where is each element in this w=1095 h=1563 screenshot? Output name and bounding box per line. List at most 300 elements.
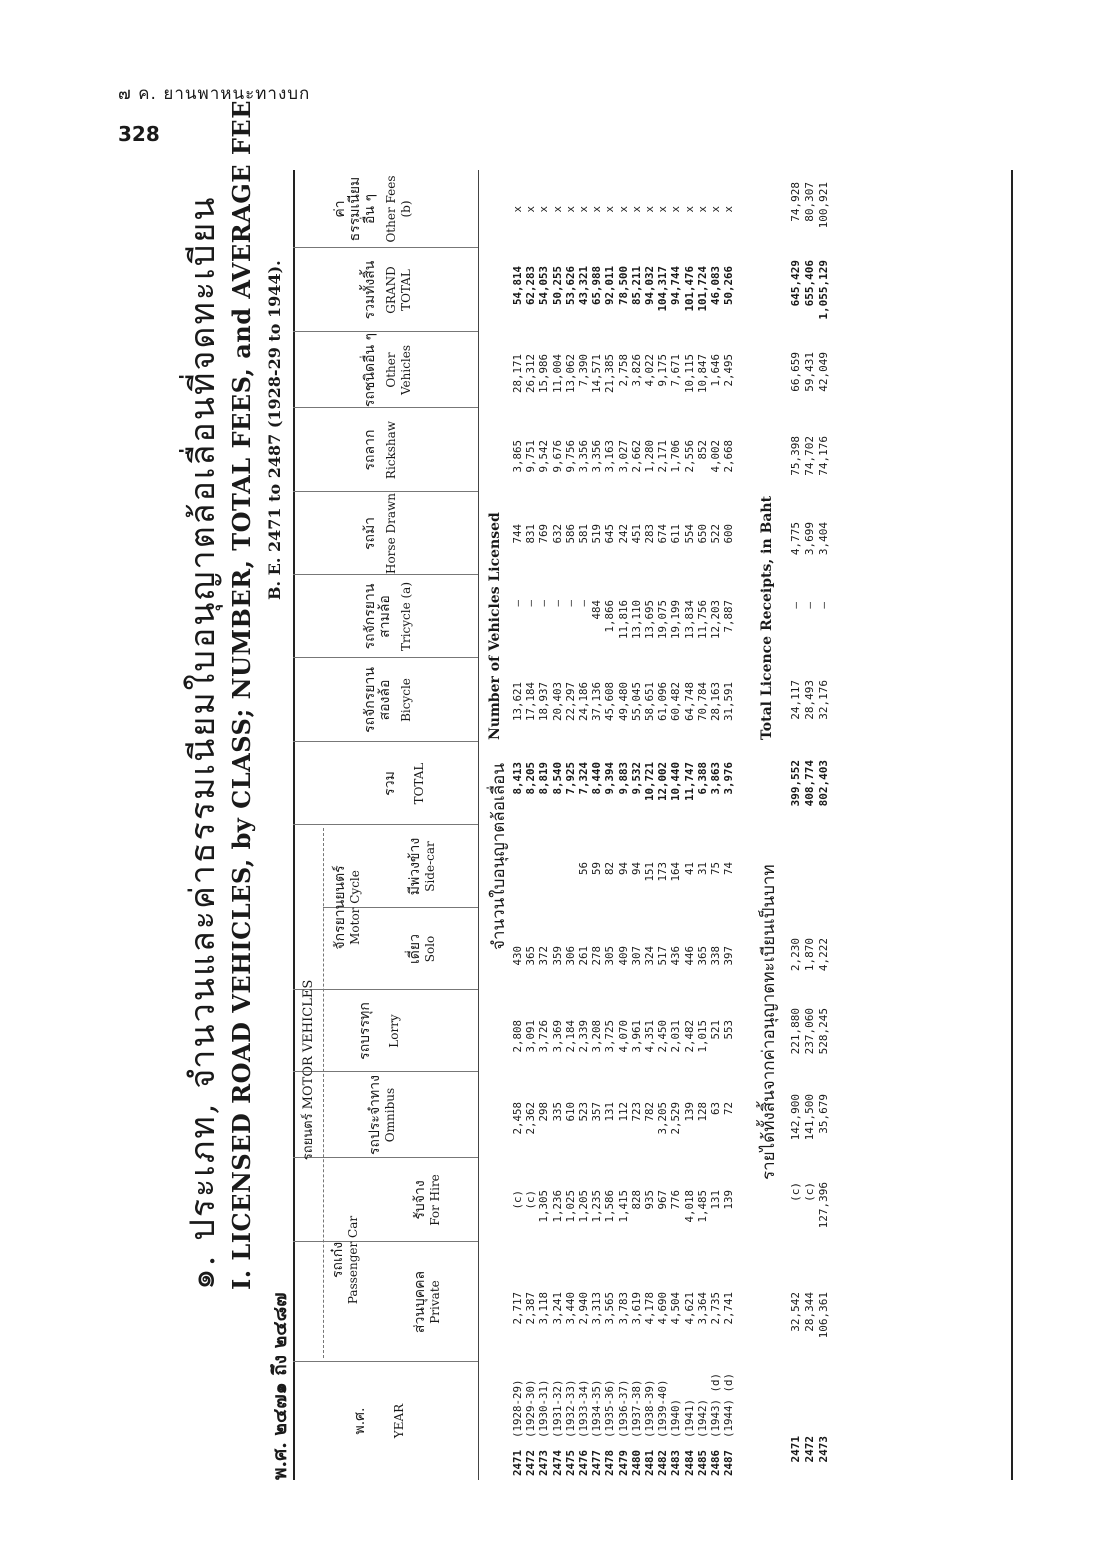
cell-other-fees: x (669, 206, 683, 213)
cell-ce: (1938-39) (643, 1379, 657, 1438)
cell-total: 12,002 (656, 762, 670, 802)
cell-bicycle: 32,176 (817, 680, 830, 720)
cell-sidecar: 94 (616, 862, 630, 876)
cell-total: 399,552 (789, 760, 802, 807)
cell-be: 2477 (590, 1449, 604, 1476)
cell-private: 3,364 (695, 1292, 709, 1325)
number-col-bicycle (511, 682, 735, 732)
cell-tricycle: — (563, 600, 577, 607)
cell-rickshaw: 3,027 (616, 440, 630, 473)
receipts-col-private (789, 1292, 831, 1360)
cell-grand-total: 645,429 (789, 260, 802, 307)
cell-other-vehicles: 9,175 (656, 354, 670, 387)
cell-lorry: 3,725 (603, 1020, 617, 1053)
cell-grand-total: 94,744 (669, 266, 683, 306)
cell-grand-total: 104,317 (656, 266, 670, 312)
cell-private: 4,178 (643, 1292, 657, 1325)
cell-horse: 831 (524, 524, 538, 544)
sidecar-header: มีพ่วงข้าง Side-car (407, 837, 437, 896)
cell-solo: 306 (563, 946, 577, 966)
cell-total: 3,976 (722, 762, 736, 795)
cell-omnibus: 610 (563, 1102, 577, 1122)
cell-rickshaw: 74,176 (817, 436, 830, 476)
cell-solo: 517 (656, 946, 670, 966)
cell-total: 8,819 (537, 762, 551, 795)
cell-bicycle: 61,096 (656, 682, 670, 722)
cell-lorry: 2,031 (669, 1020, 683, 1053)
cell-bicycle: 45,608 (603, 682, 617, 722)
cell-tricycle: 1,866 (603, 600, 617, 633)
receipts-col-other-vehicles (789, 352, 831, 406)
cell-solo: 372 (537, 946, 551, 966)
cell-grand-total: 50,266 (722, 266, 736, 306)
cell-rickshaw: 2,556 (682, 440, 696, 473)
number-section-english: Number of Vehicles Licensed (487, 512, 503, 740)
cell-lorry: 2,184 (563, 1020, 577, 1053)
cell-for-hire: 1,235 (590, 1190, 604, 1223)
cell-other-vehicles: 3,826 (629, 354, 643, 387)
cell-total: 7,925 (563, 762, 577, 795)
cell-horse: 581 (577, 524, 591, 544)
cell-omnibus: 131 (603, 1102, 617, 1122)
cell-ce: (1928-29) (511, 1379, 524, 1438)
cell-total: 8,413 (511, 762, 524, 795)
cell-private: 3,241 (550, 1292, 564, 1325)
cell-other-vehicles: 7,671 (669, 354, 683, 387)
number-col-for-hire (511, 1190, 735, 1240)
cell-lorry: 553 (722, 1020, 736, 1040)
cell-bicycle: 20,403 (550, 682, 564, 722)
cell-be: 2481 (643, 1449, 657, 1476)
receipts-col-tricycle (789, 602, 831, 642)
cell-be: 2485 (695, 1449, 709, 1476)
cell-for-hire: 127,396 (817, 1182, 830, 1229)
year-header: พ.ศ. YEAR (352, 1403, 406, 1439)
cell-bicycle: 17,184 (524, 682, 538, 722)
cell-other-vehicles: 13,062 (563, 354, 577, 394)
cell-lorry: 221,880 (789, 1008, 802, 1055)
cell-solo: 397 (722, 946, 736, 966)
cell-grand-total: 62,283 (524, 266, 538, 306)
cell-bicycle: 28,163 (709, 682, 723, 722)
cell-tricycle: 484 (590, 600, 604, 620)
cell-private: 3,313 (590, 1292, 604, 1325)
cell-ce: (1930-31) (537, 1379, 551, 1438)
receipts-col-be (789, 1436, 831, 1476)
cell-other-vehicles: 42,049 (817, 352, 830, 392)
cell-total: 3,863 (709, 762, 723, 795)
cell-other-fees: 74,928 (789, 182, 802, 222)
cell-ce: (1933-34) (577, 1379, 591, 1438)
cell-solo: 278 (590, 946, 604, 966)
cell-lorry: 521 (709, 1020, 723, 1040)
cell-for-hire: 1,415 (616, 1190, 630, 1223)
cell-solo: 324 (643, 946, 657, 966)
cell-other-fees: x (616, 206, 630, 213)
cell-omnibus: 35,679 (817, 1094, 830, 1134)
cell-omnibus: 335 (550, 1102, 564, 1122)
cell-tricycle: — (524, 600, 538, 607)
cell-tricycle: 13,110 (629, 600, 643, 640)
cell-omnibus: 141,500 (803, 1094, 816, 1141)
cell-horse: 769 (537, 524, 551, 544)
cell-private: 2,387 (524, 1292, 538, 1325)
cell-total: 10,440 (669, 762, 683, 802)
cell-ce: (1935-36) (603, 1379, 617, 1438)
cell-ce: (1937-38) (629, 1379, 643, 1438)
receipts-col-for-hire (789, 1182, 831, 1244)
number-col-tricycle (511, 600, 735, 650)
cell-be: 2476 (577, 1449, 591, 1476)
cell-horse: 645 (603, 524, 617, 544)
cell-rickshaw: 3,356 (590, 440, 604, 473)
cell-other-vehicles: 14,571 (590, 354, 604, 394)
cell-tricycle: 11,756 (695, 600, 709, 640)
page-number: 328 (118, 122, 160, 146)
cell-be: 2473 (537, 1449, 551, 1476)
table-title-english: I. LICENSED ROAD VEHICLES, by CLASS; NUMBER, TOTAL FEES, and AVERAGE FEE (227, 99, 256, 1290)
solo-header: เดี่ยว Solo (407, 934, 437, 964)
cell-other-vehicles: 10,847 (695, 354, 709, 394)
number-col-horse (511, 524, 735, 560)
cell-private: 28,344 (803, 1292, 816, 1332)
cell-lorry: 2,450 (656, 1020, 670, 1053)
rotated-table-page (165, 99, 1015, 1480)
cell-other-vehicles: 2,495 (722, 354, 736, 387)
cell-other-fees: x (722, 206, 736, 213)
cell-ce: (1943) (d) (709, 1372, 723, 1438)
cell-be: 2482 (656, 1449, 670, 1476)
cell-rickshaw: 9,676 (550, 440, 564, 473)
cell-sidecar: 31 (695, 862, 709, 876)
cell-for-hire: 935 (643, 1190, 657, 1210)
receipts-section-english: Total Licence Receipts, in Baht (759, 495, 775, 740)
cell-rickshaw: 3,865 (511, 440, 524, 473)
rickshaw-header: รถลาก Rickshaw (362, 420, 398, 480)
cell-horse: 4,775 (789, 522, 802, 556)
cell-bicycle: 22,297 (563, 682, 577, 722)
cell-solo: 446 (682, 946, 696, 966)
number-col-rickshaw (511, 440, 735, 484)
cell-tricycle: — (537, 600, 551, 607)
cell-for-hire: 967 (656, 1190, 670, 1210)
cell-sidecar: 56 (577, 862, 591, 876)
cell-tricycle: 19,075 (656, 600, 670, 640)
cell-omnibus: 139 (682, 1102, 696, 1122)
cell-ce: (1940) (669, 1398, 683, 1438)
cell-lorry: 3,726 (537, 1020, 551, 1053)
cell-lorry: 4,070 (616, 1020, 630, 1053)
cell-total: 9,394 (603, 762, 617, 795)
cell-grand-total: 54,814 (511, 266, 524, 306)
cell-other-vehicles: 10,115 (682, 354, 696, 394)
cell-lorry: 3,091 (524, 1020, 538, 1053)
cell-for-hire: 1,586 (603, 1190, 617, 1223)
cell-other-fees: x (511, 206, 524, 213)
cell-sidecar (524, 862, 537, 904)
cell-sidecar: 151 (643, 862, 657, 882)
number-col-total (511, 762, 735, 814)
cell-other-fees: x (563, 206, 577, 213)
cell-grand-total: 50,255 (550, 266, 564, 306)
cell-for-hire: 1,305 (537, 1190, 551, 1223)
cell-horse: 283 (643, 524, 657, 544)
tricycle-header: รถจักรยานสามล้อ Tricycle (a) (362, 581, 413, 652)
cell-other-vehicles: 4,022 (643, 354, 657, 387)
section-header: ๗ ค. ยานพาหนะทางบก (118, 84, 311, 104)
cell-sidecar: 41 (682, 862, 696, 876)
cell-lorry: 528,245 (817, 1008, 830, 1055)
cell-sidecar: 173 (656, 862, 670, 882)
cell-be: 2474 (550, 1449, 564, 1476)
cell-be: 2486 (709, 1449, 723, 1476)
cell-be: 2471 (511, 1449, 524, 1476)
year-range-thai: พ.ศ. ๒๔๗๑ ถึง ๒๔๘๗ (269, 1292, 291, 1480)
cell-tricycle: — (789, 602, 802, 609)
cell-omnibus: 2,458 (511, 1102, 524, 1135)
cell-omnibus: 357 (590, 1102, 604, 1122)
cell-grand-total: 43,321 (577, 266, 591, 306)
cell-tricycle: 11,816 (616, 600, 630, 640)
receipts-col-grand-total (789, 260, 831, 330)
grand-total-header: รวมทั้งสิ้น GRAND TOTAL (362, 260, 413, 320)
cell-other-vehicles: 2,758 (616, 354, 630, 387)
cell-total: 6,388 (695, 762, 709, 795)
receipts-col-omnibus (789, 1094, 831, 1156)
cell-solo: 1,870 (803, 938, 816, 972)
cell-rickshaw: 9,756 (563, 440, 577, 473)
cell-bicycle: 60,482 (669, 682, 683, 722)
cell-omnibus: 523 (577, 1102, 591, 1122)
cell-lorry: 2,808 (511, 1020, 524, 1053)
cell-solo: 261 (577, 946, 591, 966)
cell-private: 32,542 (789, 1292, 802, 1332)
number-col-be (511, 1436, 735, 1476)
cell-other-vehicles: 15,986 (537, 354, 551, 394)
number-col-grand-total (511, 266, 735, 324)
cell-tricycle: 13,695 (643, 600, 657, 640)
cell-for-hire: 131 (709, 1190, 723, 1210)
receipts-col-horse (789, 522, 831, 568)
cell-for-hire: 1,205 (577, 1190, 591, 1223)
cell-private: 3,783 (616, 1292, 630, 1325)
cell-tricycle: 19,199 (669, 600, 683, 640)
cell-grand-total: 53,626 (563, 266, 577, 306)
cell-grand-total: 65,988 (590, 266, 604, 306)
cell-be: 2483 (669, 1449, 683, 1476)
cell-grand-total: 78,500 (616, 266, 630, 306)
cell-horse: 674 (656, 524, 670, 544)
cell-lorry: 1,015 (695, 1020, 709, 1053)
cell-solo: 365 (524, 946, 538, 966)
cell-other-vehicles: 66,659 (789, 352, 802, 392)
lorry-header: รถบรรทุก Lorry (357, 1002, 401, 1060)
receipts-section-thai: รายได้ทั้งสิ้นจากค่าอนุญาตทะเบียนเป็นบาท (759, 864, 779, 1180)
receipts-col-solo (789, 938, 831, 988)
cell-for-hire: (c) (803, 1182, 816, 1202)
cell-tricycle: — (817, 602, 830, 609)
cell-be: 2471 (789, 1436, 802, 1463)
cell-solo: 305 (603, 946, 617, 966)
cell-other-vehicles: 11,004 (550, 354, 564, 394)
cell-other-fees: x (695, 206, 709, 213)
cell-rickshaw: 3,356 (577, 440, 591, 473)
cell-horse: 519 (590, 524, 604, 544)
cell-other-vehicles: 7,390 (577, 354, 591, 387)
cell-ce: (1942) (695, 1398, 709, 1438)
cell-rickshaw: 9,542 (537, 440, 551, 473)
cell-solo: 365 (695, 946, 709, 966)
cell-sidecar: 82 (603, 862, 617, 876)
cell-other-fees: x (709, 206, 723, 213)
cell-be: 2475 (563, 1449, 577, 1476)
cell-solo: 436 (669, 946, 683, 966)
cell-total: 11,747 (682, 762, 696, 802)
number-col-ce (511, 1362, 735, 1438)
cell-for-hire: 1,485 (695, 1190, 709, 1223)
cell-horse: 650 (695, 524, 709, 544)
cell-bicycle: 37,136 (590, 682, 604, 722)
cell-be: 2473 (817, 1436, 830, 1463)
horse-drawn-header: รถม้า Horse Drawn (362, 493, 398, 575)
cell-grand-total: 101,476 (682, 266, 696, 312)
cell-be: 2484 (682, 1449, 696, 1476)
cell-for-hire: 4,018 (682, 1190, 696, 1223)
cell-tricycle: — (550, 600, 564, 607)
cell-ce: (1929-30) (524, 1379, 538, 1438)
year-range-english: B. E. 2471 to 2487 (1928-29 to 1944). (265, 260, 284, 600)
cell-total: 802,403 (817, 760, 830, 807)
cell-total: 408,774 (803, 760, 816, 807)
cell-rickshaw: 2,171 (656, 440, 670, 473)
receipts-col-rickshaw (789, 436, 831, 488)
cell-omnibus: 128 (695, 1102, 709, 1122)
total-header: รวม TOTAL (382, 762, 426, 805)
passenger-car-header: รถเก๋ง Passenger Car (330, 1215, 360, 1305)
cell-solo: 359 (550, 946, 564, 966)
cell-horse: 451 (629, 524, 643, 544)
cell-lorry: 4,351 (643, 1020, 657, 1053)
cell-tricycle: 12,203 (709, 600, 723, 640)
cell-lorry: 2,339 (577, 1020, 591, 1053)
cell-sidecar (511, 862, 524, 904)
cell-private: 2,741 (722, 1292, 736, 1325)
cell-lorry: 3,369 (550, 1020, 564, 1053)
cell-other-fees: 80,307 (803, 182, 816, 222)
cell-total: 9,883 (616, 762, 630, 795)
cell-omnibus: 2,362 (524, 1102, 538, 1135)
vehicles-table (293, 170, 1013, 1480)
cell-tricycle: — (803, 602, 816, 609)
cell-private: 4,504 (669, 1292, 683, 1325)
cell-horse: 3,699 (803, 522, 816, 556)
cell-grand-total: 94,032 (643, 266, 657, 306)
cell-for-hire: 1,236 (550, 1190, 564, 1223)
cell-rickshaw: 2,662 (629, 440, 643, 473)
cell-ce: (1939-40) (656, 1379, 670, 1438)
cell-rickshaw: 2,668 (722, 440, 736, 473)
cell-be: 2478 (603, 1449, 617, 1476)
cell-for-hire: (c) (789, 1182, 802, 1202)
receipts-col-bicycle (789, 680, 831, 738)
cell-other-fees: x (643, 206, 657, 213)
cell-for-hire: (c) (511, 1190, 524, 1210)
cell-rickshaw: 9,751 (524, 440, 538, 473)
cell-horse: 632 (550, 524, 564, 544)
cell-omnibus: 112 (616, 1102, 630, 1122)
cell-for-hire: 828 (629, 1190, 643, 1210)
cell-horse: 242 (616, 524, 630, 544)
cell-rickshaw: 75,398 (789, 436, 802, 476)
cell-sidecar: 164 (669, 862, 683, 882)
number-col-solo (511, 946, 735, 988)
cell-ce: (1941) (682, 1398, 696, 1438)
cell-tricycle: 7,887 (722, 600, 736, 633)
cell-private: 2,717 (511, 1292, 524, 1325)
number-col-sidecar (511, 862, 735, 904)
cell-bicycle: 18,937 (537, 682, 551, 722)
cell-tricycle: 13,834 (682, 600, 696, 640)
cell-other-fees: x (656, 206, 670, 213)
bicycle-header: รถจักรยานสองล้อ Bicycle (362, 667, 413, 733)
motor-cycle-header: จักรยานยนตร์ Motor Cycle (332, 865, 362, 950)
cell-total: 8,540 (550, 762, 564, 795)
cell-solo: 338 (709, 946, 723, 966)
cell-other-vehicles: 1,646 (709, 354, 723, 387)
cell-bicycle: 55,045 (629, 682, 643, 722)
cell-other-vehicles: 28,171 (511, 354, 524, 394)
cell-other-vehicles: 21,385 (603, 354, 617, 394)
motor-vehicles-header: รถยนตร์ MOTOR VEHICLES (301, 979, 316, 1161)
receipts-col-other-fees (789, 182, 831, 240)
cell-private: 106,361 (817, 1292, 830, 1339)
cell-bicycle: 28,493 (803, 680, 816, 720)
cell-lorry: 3,961 (629, 1020, 643, 1053)
cell-private: 3,565 (603, 1292, 617, 1325)
cell-sidecar (564, 862, 577, 904)
cell-be: 2472 (803, 1436, 816, 1463)
cell-other-vehicles: 59,431 (803, 352, 816, 392)
cell-grand-total: 46,083 (709, 266, 723, 306)
cell-private: 4,621 (682, 1292, 696, 1325)
cell-solo: 4,222 (817, 938, 830, 972)
cell-horse: 600 (722, 524, 736, 544)
omnibus-header: รถประจำทาง Omnibus (367, 1075, 397, 1155)
cell-tricycle: — (577, 600, 591, 607)
cell-solo: 2,230 (789, 938, 802, 972)
cell-total: 7,324 (577, 762, 591, 795)
other-fees-header: ค่าธรรมเนียมอื่น ๆ Other Fees (b) (332, 175, 413, 243)
cell-be: 2487 (722, 1449, 736, 1476)
cell-ce: (1934-35) (590, 1379, 604, 1438)
cell-sidecar: 94 (629, 862, 643, 876)
cell-bicycle: 24,117 (789, 680, 802, 720)
number-col-other-vehicles (511, 354, 735, 402)
cell-bicycle: 13,621 (511, 682, 524, 722)
cell-other-fees: x (524, 206, 538, 213)
cell-omnibus: 72 (722, 1102, 736, 1116)
cell-lorry: 2,482 (682, 1020, 696, 1053)
cell-solo: 430 (511, 946, 524, 966)
cell-grand-total: 101,724 (695, 266, 709, 312)
cell-horse: 744 (511, 524, 524, 544)
cell-total: 10,721 (643, 762, 657, 802)
cell-grand-total: 85,211 (629, 266, 643, 306)
cell-solo: 409 (616, 946, 630, 966)
cell-solo: 307 (629, 946, 643, 966)
cell-private: 2,735 (709, 1292, 723, 1325)
cell-rickshaw: 852 (695, 440, 709, 460)
